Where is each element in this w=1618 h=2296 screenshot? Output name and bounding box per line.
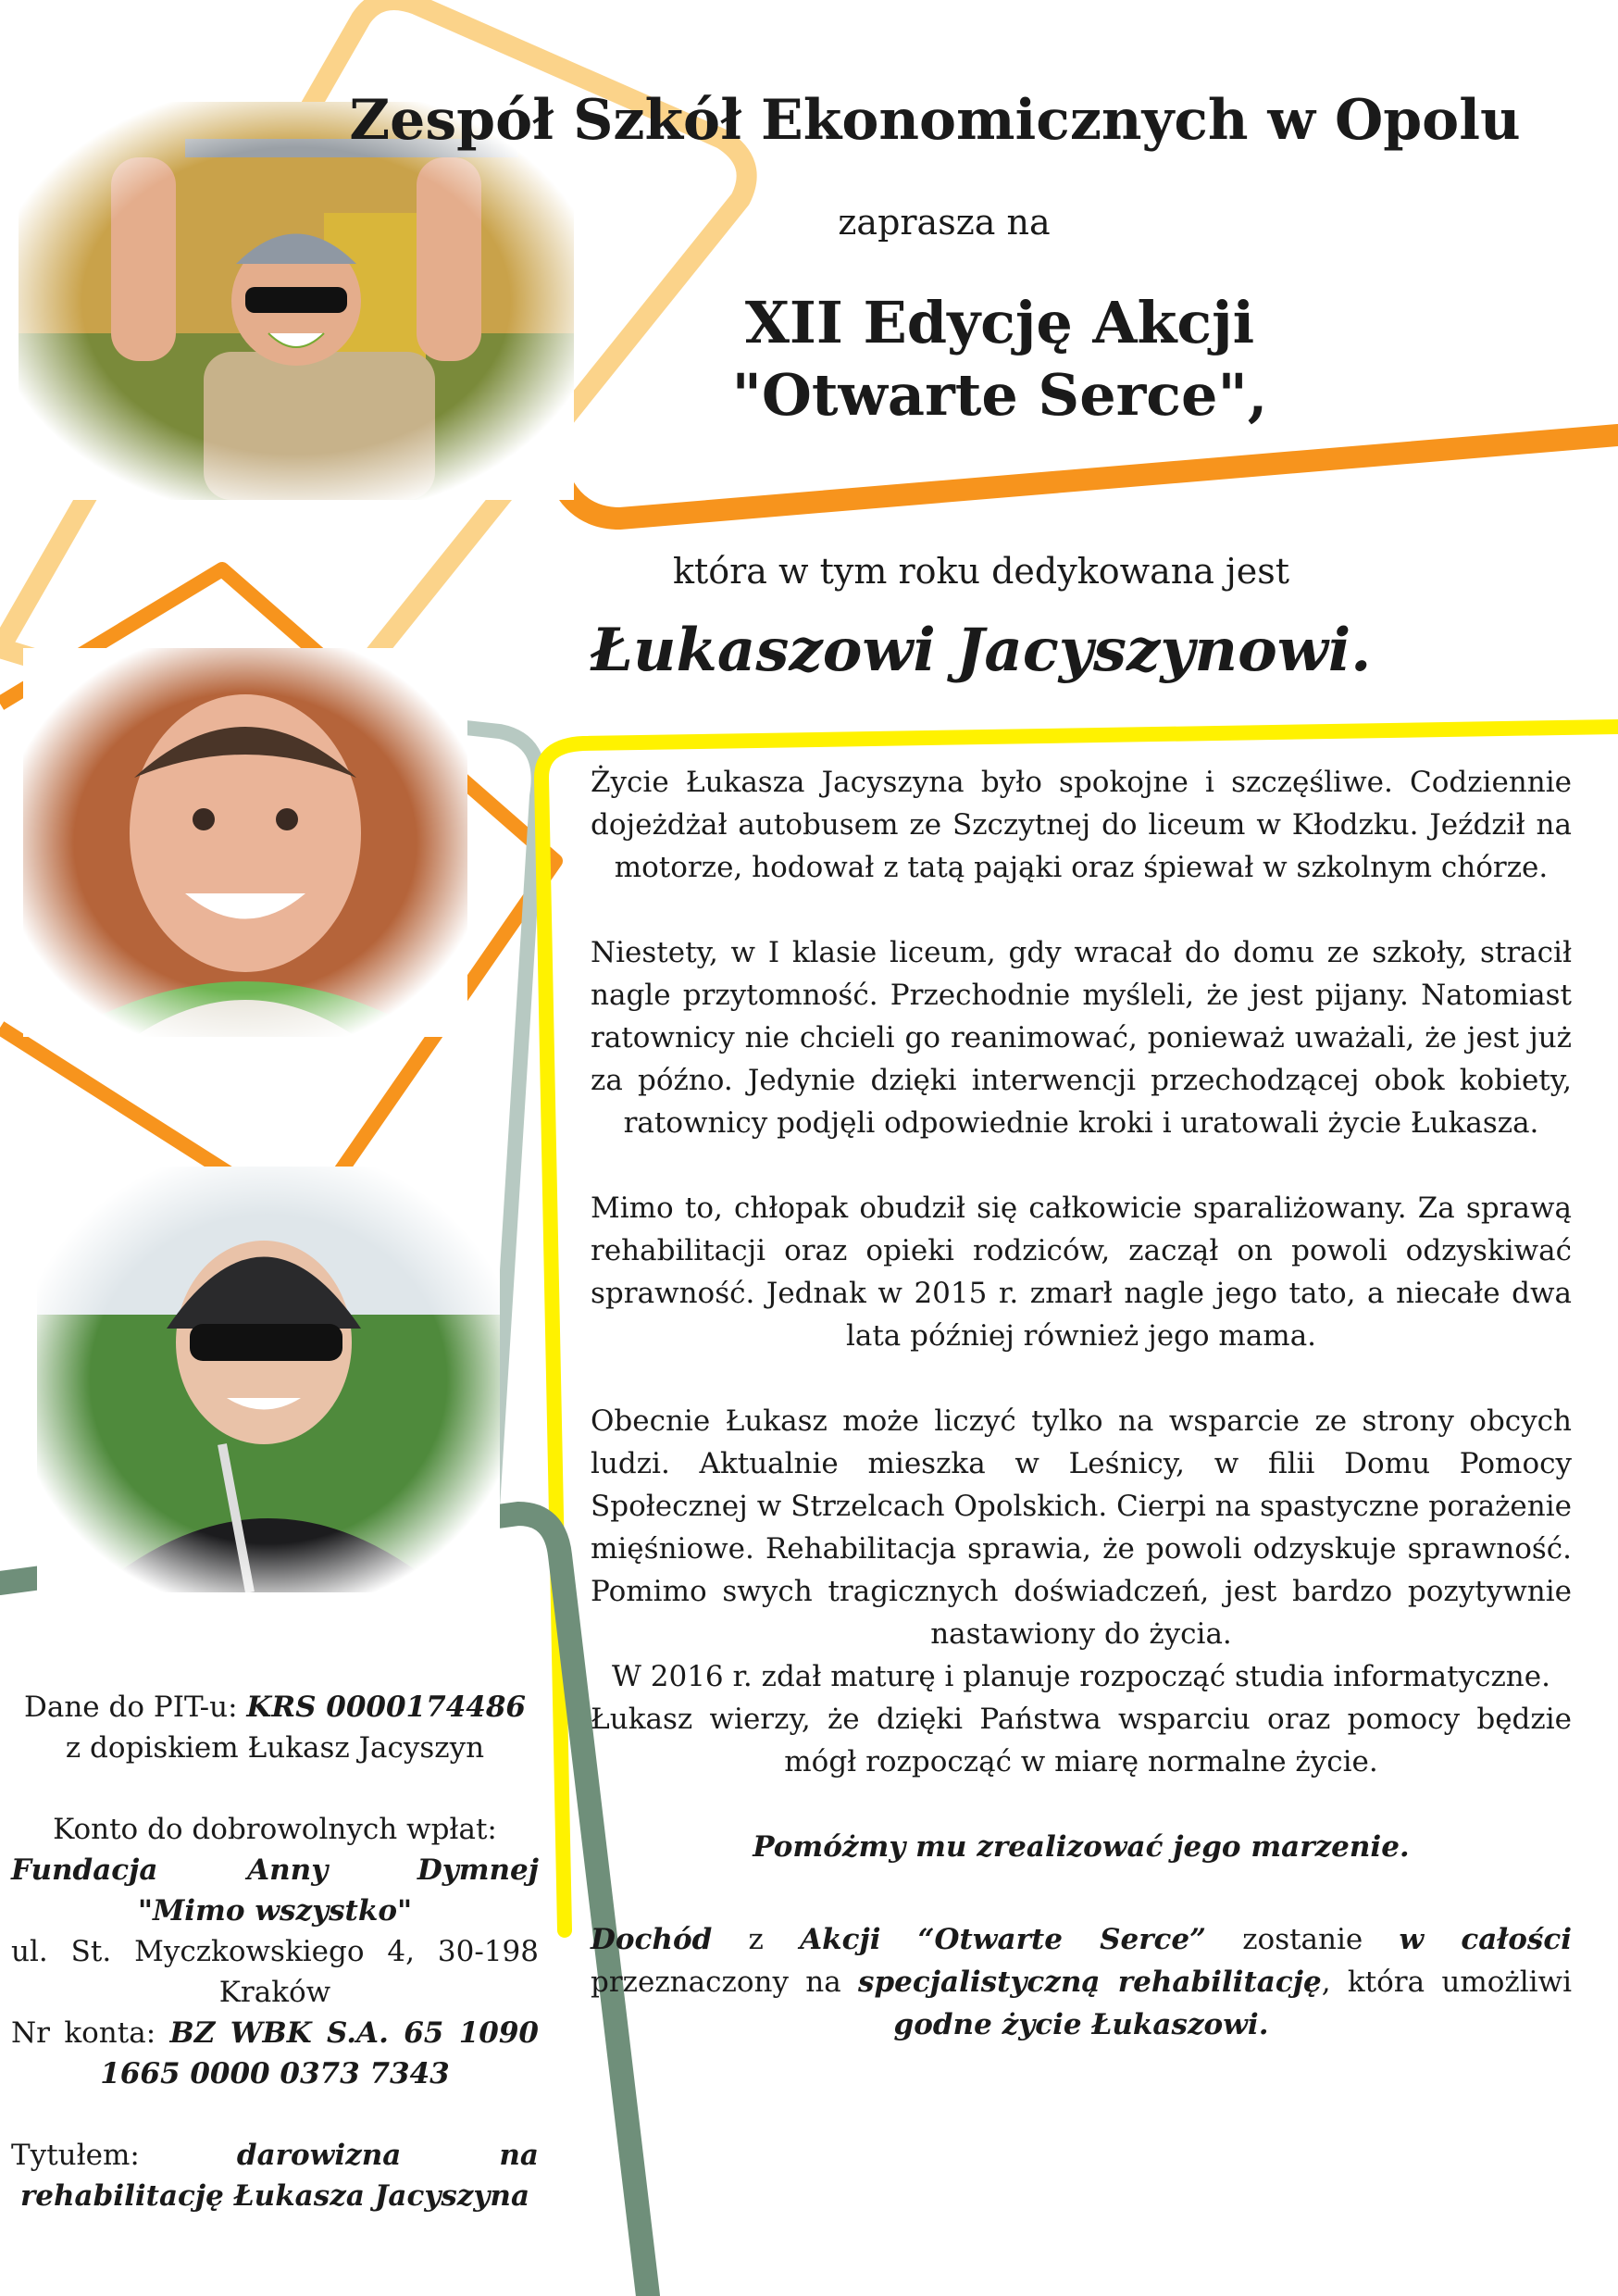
- income-word-7: specjalistyczną rehabilitację: [858, 1965, 1322, 1999]
- account-number-1: BZ WBK S.A. 65 1090: [169, 2016, 539, 2050]
- photo-exercise: [19, 102, 574, 500]
- story-text: [591, 761, 1572, 2089]
- story-paragraph-6: Łukasz wierzy, że dzięki Państwa wsparciu oraz pomocy będzie mógł rozpocząć w miarę normalne życie.: [591, 1703, 1572, 1778]
- income-word-5: w całości: [1399, 1923, 1572, 1956]
- krs-number: KRS 0000174486: [246, 1691, 526, 1724]
- title-label: Tytułem:: [11, 2139, 237, 2172]
- income-word-3: Akcji “Otwarte Serce”: [800, 1923, 1206, 1956]
- story-paragraph-5: W 2016 r. zdał maturę i planuje rozpocząć studia informatyczne.: [612, 1660, 1550, 1693]
- pit-label: Dane do PIT-u:: [24, 1691, 247, 1724]
- appeal-text: Pomóżmy mu zrealizować jego marzenie.: [753, 1830, 1410, 1864]
- edition-line-2: "Otwarte Serce",: [731, 360, 1268, 429]
- income-word-2: z: [712, 1923, 801, 1956]
- account-label-2: Nr konta:: [11, 2016, 170, 2050]
- foundation-subtitle: "Mimo wszystko": [137, 1894, 413, 1928]
- story-paragraph-3: Mimo to, chłopak obudził się całkowicie sparaliżowany. Za sprawą rehabilitacji oraz opieki rodziców, zaczął on powoli odzyskiwać sprawność. Jednak w 2015 r. zmarł nagle jego tato, a niecałe dwa lata później również jego mama.: [591, 1192, 1572, 1353]
- account-label: Konto do dobrowolnych wpłat:: [53, 1813, 497, 1846]
- photo-portrait: [23, 648, 467, 1037]
- pit-line: [11, 1687, 539, 1728]
- income-word-8: , która umożliwi: [1321, 1965, 1573, 1999]
- photo-winter: [37, 1167, 500, 1592]
- title-text-1: darowizna na: [236, 2139, 539, 2172]
- edition-line-1: XII Edycję Akcji: [744, 289, 1255, 356]
- story-paragraph-4: Obecnie Łukasz może liczyć tylko na wsparcie ze strony obcych ludzi. Aktualnie mieszka w Leśnicy, w filii Domu Pomocy Społecznej w Strzelcach Opolskich. Cierpi na spastyczne porażenie mięśniowe. Rehabilitacja sprawia, że powoli odzyskuje sprawność. Pomimo swych tragicznych doświadczeń, jest bardzo pozytywnie nastawiony do życia.: [591, 1404, 1572, 1651]
- account-line: [11, 2013, 539, 2053]
- income-statement: [591, 1918, 1572, 2046]
- story-paragraph-2: Niestety, w I klasie liceum, gdy wracał do domu ze szkoły, stracił nagle przytomność. Przechodnie myśleli, że jest pijany. Natomiast ratownicy nie chcieli go reanimować, ponieważ uważali, że jest już za późno. Jedynie dzięki interwencji przechodzącej obok kobiety, ratownicy podjęli odpowiednie kroki i uratowali życie Łukasza.: [591, 936, 1572, 1140]
- school-name: Zespół Szkół Ekonomicznych w Opolu: [349, 88, 1521, 153]
- income-word-9: godne życie Łukaszowi.: [893, 2008, 1269, 2041]
- foundation-name: Fundacja Anny Dymnej: [11, 1853, 539, 1887]
- dedicatee-name: Łukaszowi Jacyszynowi.: [591, 616, 1372, 685]
- invites-text: zaprasza na: [838, 202, 1051, 243]
- address-line-1: ul. St. Myczkowskiego 4, 30-198: [11, 1935, 539, 1968]
- account-number-2: 1665 0000 0373 7343: [100, 2057, 450, 2090]
- title-line: [11, 2135, 539, 2176]
- income-word-4: zostanie: [1205, 1923, 1400, 1956]
- edition-title: [592, 287, 1407, 430]
- income-word-6: przeznaczony na: [591, 1965, 859, 1999]
- story-paragraph-1: Życie Łukasza Jacyszyna było spokojne i szczęśliwe. Codziennie dojeżdżał autobusem ze Szczytnej do liceum w Kłodzku. Jeździł na motorze, hodował z tatą pająki oraz śpiewał w szkolnym chórze.: [591, 766, 1572, 884]
- pit-note: z dopiskiem Łukasz Jacyszyn: [65, 1731, 485, 1765]
- title-text-2: rehabilitację Łukasza Jacyszyna: [19, 2179, 530, 2213]
- donation-info: [11, 1687, 539, 2216]
- dedicated-text: która w tym roku dedykowana jest: [672, 551, 1290, 592]
- address-line-2: Kraków: [218, 1976, 331, 2009]
- income-word-1: Dochód: [591, 1923, 713, 1956]
